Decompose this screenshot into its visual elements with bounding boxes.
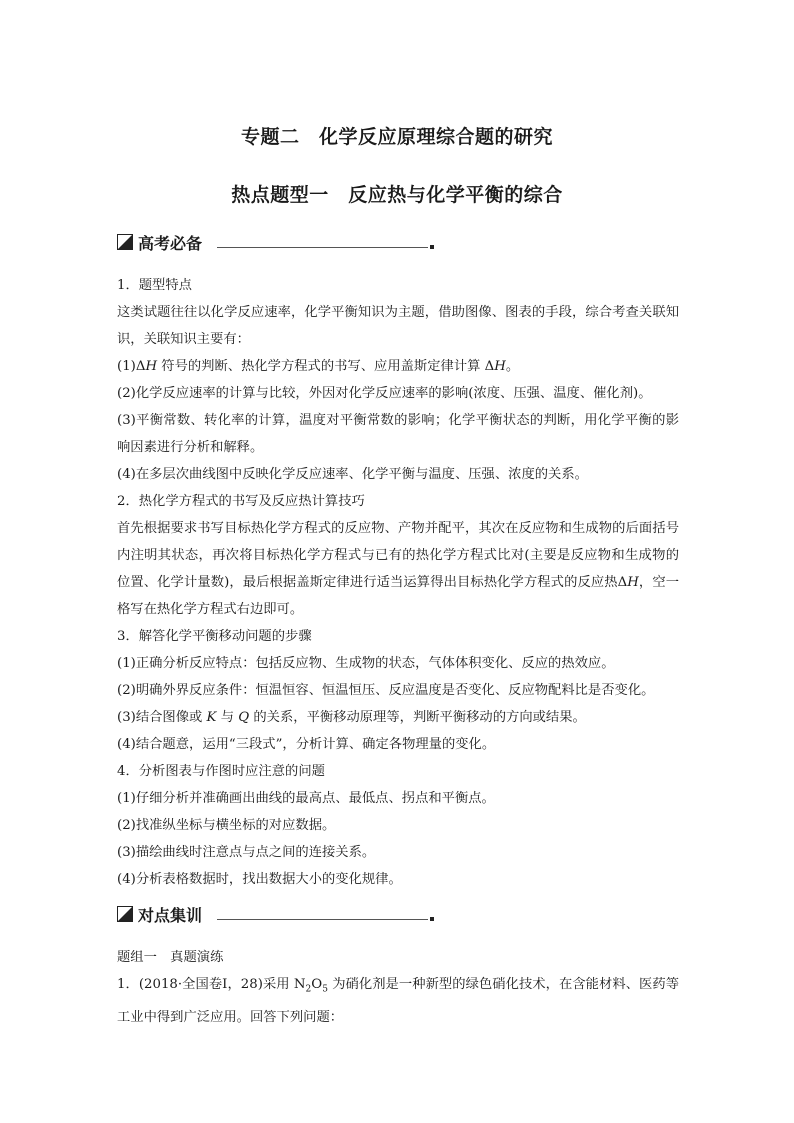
section-triangle-icon [117, 906, 133, 922]
body-block-2 [117, 944, 679, 1031]
section-rule-dot [430, 917, 434, 921]
heading-3: 3．解答化学平衡移动问题的步骤 [117, 629, 312, 644]
section-label: 高考必备 [138, 234, 203, 253]
list-item: (4)在多层次曲线图中反映化学反应速率、化学平衡与温度、压强、浓度的关系。 [117, 467, 588, 482]
question-1: 1．(2018·全国卷Ⅰ，28)采用 $N_2O_5$ 为硝化剂是一种新型的绿色硝化技术，在含能材料、医药等工业中得到广泛应用。回答下列问题： [117, 977, 679, 1025]
section-label: 对点集训 [138, 906, 203, 925]
list-item: (3)平衡常数、转化率的计算，温度对平衡常数的影响；化学平衡状态的判断，用化学平衡的影响因素进行分析和解释。 [117, 413, 679, 455]
group-label: 题组一 真题演练 [117, 950, 224, 965]
body-block-1 [117, 272, 679, 893]
list-item: (4)分析表格数据时，找出数据大小的变化规律。 [117, 872, 402, 887]
section-rule [217, 247, 428, 248]
page-subtitle: 热点题型一 反应热与化学平衡的综合 [231, 184, 563, 206]
list-item: (4)结合题意，运用“三段式”，分析计算、确定各物理量的变化。 [117, 737, 496, 752]
section-header-duidian [117, 903, 447, 925]
paragraph-technique: 首先根据要求书写目标热化学方程式的反应物、产物并配平，其次在反应物和生成物的后面括号内注明其状态，再次将目标热化学方程式与已有的热化学方程式比对(主要是反应物和生成物的位置、化学计量数)，最后根据盖斯定律进行适当运算得出目标热化学方程式的反应热ΔH，空一格写在热化学方程式右边即可。 [117, 521, 680, 617]
section-header-gaokao [117, 231, 447, 253]
paragraph-intro: 这类试题往往以化学反应速率，化学平衡知识为主题，借助图像、图表的手段，综合考查关联知识，关联知识主要有： [117, 305, 679, 347]
heading-1: 1．题型特点 [117, 278, 192, 293]
list-item: (3)描绘曲线时注意点与点之间的连接关系。 [117, 845, 376, 860]
list-item: (2)找准纵坐标与横坐标的对应数据。 [117, 818, 336, 833]
list-item: (1)仔细分析并准确画出曲线的最高点、最低点、拐点和平衡点。 [117, 791, 495, 806]
section-rule [217, 919, 428, 920]
section-rule-dot [430, 245, 434, 249]
list-item: (2)明确外界反应条件：恒温恒容、恒温恒压、反应温度是否变化、反应物配料比是否变化。 [117, 683, 655, 698]
list-item: (3)结合图像或 K 与 Q 的关系，平衡移动原理等，判断平衡移动的方向或结果。 [117, 710, 586, 725]
section-triangle-icon [117, 234, 133, 250]
list-item: (2)化学反应速率的计算与比较，外因对化学反应速率的影响(浓度、压强、温度、催化剂)。 [117, 386, 652, 401]
list-item: (1)正确分析反应特点：包括反应物、生成物的状态，气体体积变化、反应的热效应。 [117, 656, 615, 671]
heading-2: 2．热化学方程式的书写及反应热计算技巧 [117, 494, 365, 509]
heading-4: 4．分析图表与作图时应注意的问题 [117, 764, 325, 779]
page-title: 专题二 化学反应原理综合题的研究 [240, 126, 553, 148]
list-item: (1)ΔH 符号的判断、热化学方程式的书写、应用盖斯定律计算 ΔH。 [117, 359, 520, 374]
